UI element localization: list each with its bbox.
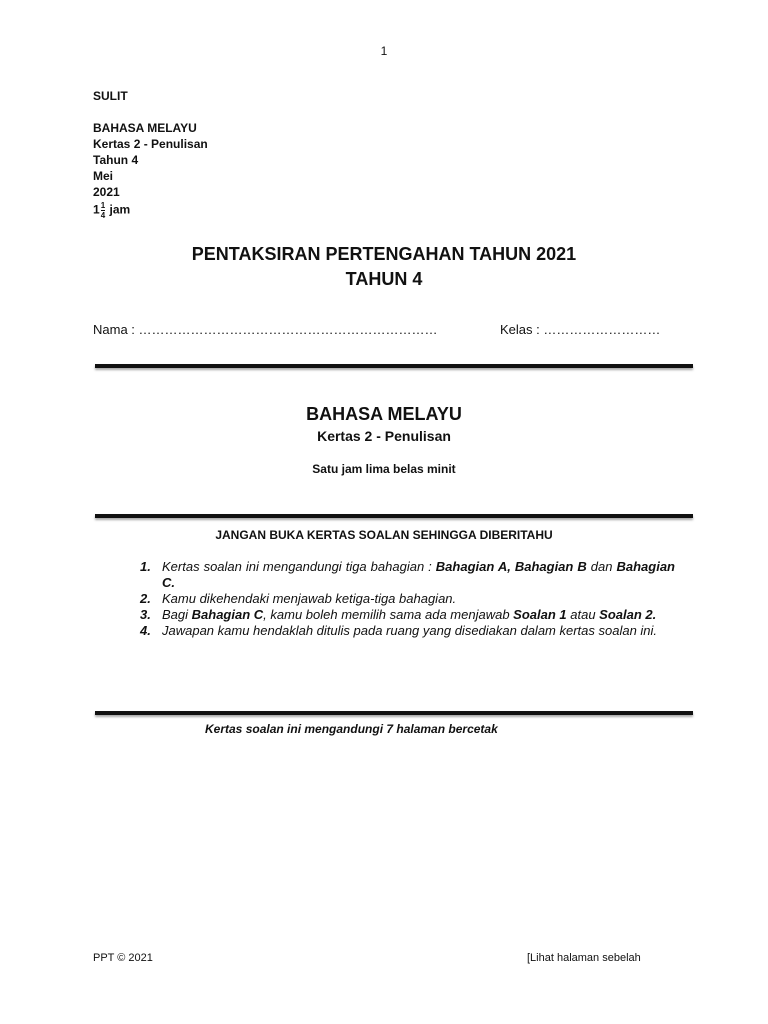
instruction-number: 1.	[140, 559, 151, 574]
class-field[interactable]: Kelas : ………………………	[500, 322, 661, 337]
instruction-number: 3.	[140, 607, 151, 622]
instruction-text: Kamu dikehendaki menjawab ketiga-tiga bahagian.	[162, 591, 457, 606]
divider-rule	[95, 364, 693, 368]
exam-grade-title: TAHUN 4	[345, 269, 423, 289]
exam-title: PENTAKSIRAN PERTENGAHAN TAHUN 2021	[191, 244, 577, 264]
duration-denominator: 4	[100, 211, 106, 220]
instruction-item	[140, 591, 675, 607]
duration-text: Satu jam lima belas minit	[312, 462, 456, 476]
page-count-note: Kertas soalan ini mengandungi 7 halaman bercetak	[205, 722, 498, 736]
instruction-text: Bagi Bahagian C, kamu boleh memilih sama ada menjawab Soalan 1 atau Soalan 2.	[162, 607, 657, 622]
classification-label: SULIT	[93, 89, 128, 103]
instruction-text: Jawapan kamu hendaklah ditulis pada ruang yang disediakan dalam kertas soalan ini.	[162, 623, 658, 638]
instructions-list	[140, 559, 675, 639]
header-year: 2021	[93, 185, 120, 199]
header-month: Mei	[93, 169, 114, 183]
divider-rule	[95, 514, 693, 518]
divider-rule	[95, 711, 693, 715]
name-field[interactable]: Nama : ……………………………………………………………	[93, 322, 438, 337]
duration-numerator: 1	[100, 201, 106, 210]
header-grade: Tahun 4	[93, 153, 139, 167]
header-info-block	[93, 120, 208, 220]
instruction-number: 2.	[140, 591, 151, 606]
instruction-number: 4.	[140, 623, 151, 638]
footer-copyright: PPT © 2021	[93, 952, 153, 964]
instruction-item	[140, 623, 675, 639]
header-duration	[93, 201, 208, 220]
duration-unit: jam	[109, 202, 131, 217]
instructions-heading: JANGAN BUKA KERTAS SOALAN SEHINGGA DIBERITAHU	[215, 528, 553, 542]
header-subject: BAHASA MELAYU	[93, 121, 197, 135]
duration-fraction	[101, 201, 105, 220]
subject-title: BAHASA MELAYU	[306, 404, 462, 424]
page-number: 1	[380, 44, 388, 58]
instruction-item	[140, 607, 675, 623]
instruction-text: Kertas soalan ini mengandungi tiga bahagian : Bahagian A, Bahagian B dan Bahagian C.	[162, 559, 675, 590]
paper-title: Kertas 2 - Penulisan	[317, 428, 451, 444]
duration-whole: 1	[93, 202, 100, 217]
footer-next-page: [Lihat halaman sebelah	[527, 952, 641, 964]
instruction-item	[140, 559, 675, 591]
header-paper: Kertas 2 - Penulisan	[93, 137, 208, 151]
